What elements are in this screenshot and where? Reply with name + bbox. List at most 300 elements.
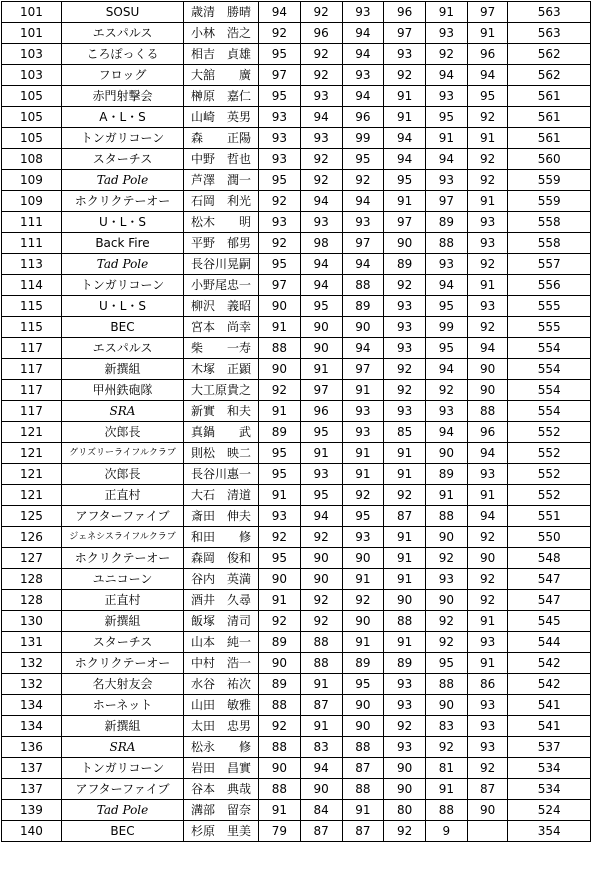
series-2-cell: 84 (300, 800, 342, 821)
series-3-cell: 93 (342, 65, 384, 86)
series-4-cell: 95 (384, 170, 426, 191)
series-6-cell: 91 (467, 653, 508, 674)
series-4-cell: 91 (384, 107, 426, 128)
series-6-cell: 91 (467, 485, 508, 506)
rank-cell: 117 (2, 359, 62, 380)
team-cell: U・L・S (61, 212, 183, 233)
rank-cell: 101 (2, 23, 62, 44)
total-cell: 541 (508, 716, 591, 737)
series-5-cell: 95 (426, 653, 468, 674)
series-3-cell: 91 (342, 800, 384, 821)
name-cell: 則松 映二 (184, 443, 259, 464)
series-6-cell: 88 (467, 401, 508, 422)
rank-cell: 109 (2, 191, 62, 212)
series-4-cell: 92 (384, 275, 426, 296)
series-4-cell: 92 (384, 65, 426, 86)
table-row (2, 170, 591, 191)
series-4-cell: 96 (384, 2, 426, 23)
series-2-cell: 94 (300, 191, 342, 212)
total-cell: 534 (508, 758, 591, 779)
series-4-cell: 91 (384, 86, 426, 107)
series-6-cell: 91 (467, 23, 508, 44)
total-cell: 544 (508, 632, 591, 653)
series-4-cell: 87 (384, 506, 426, 527)
total-cell: 547 (508, 590, 591, 611)
name-cell: 山崎 英男 (184, 107, 259, 128)
series-5-cell: 92 (426, 737, 468, 758)
series-2-cell: 95 (300, 422, 342, 443)
series-4-cell: 93 (384, 674, 426, 695)
rank-cell: 101 (2, 2, 62, 23)
team-cell: エスパルス (61, 338, 183, 359)
series-6-cell: 92 (467, 317, 508, 338)
series-3-cell: 91 (342, 380, 384, 401)
total-cell: 554 (508, 401, 591, 422)
series-3-cell: 90 (342, 548, 384, 569)
series-1-cell: 88 (259, 737, 301, 758)
table-row (2, 485, 591, 506)
series-4-cell: 93 (384, 44, 426, 65)
series-5-cell: 91 (426, 485, 468, 506)
series-5-cell: 9 (426, 821, 468, 842)
rank-cell: 137 (2, 758, 62, 779)
series-3-cell: 94 (342, 338, 384, 359)
series-6-cell: 91 (467, 191, 508, 212)
rank-cell: 125 (2, 506, 62, 527)
series-2-cell: 95 (300, 296, 342, 317)
series-6-cell: 87 (467, 779, 508, 800)
series-6-cell: 91 (467, 128, 508, 149)
table-row (2, 380, 591, 401)
table-row (2, 86, 591, 107)
series-5-cell: 92 (426, 380, 468, 401)
rank-cell: 139 (2, 800, 62, 821)
table-row (2, 149, 591, 170)
series-4-cell: 93 (384, 401, 426, 422)
series-3-cell: 93 (342, 422, 384, 443)
total-cell: 354 (508, 821, 591, 842)
name-cell: 谷内 英満 (184, 569, 259, 590)
series-3-cell: 90 (342, 317, 384, 338)
series-3-cell: 94 (342, 44, 384, 65)
table-row (2, 464, 591, 485)
series-1-cell: 88 (259, 779, 301, 800)
series-2-cell: 93 (300, 212, 342, 233)
series-1-cell: 94 (259, 2, 301, 23)
total-cell: 552 (508, 464, 591, 485)
name-cell: 中野 哲也 (184, 149, 259, 170)
series-1-cell: 93 (259, 107, 301, 128)
series-3-cell: 92 (342, 170, 384, 191)
total-cell: 561 (508, 128, 591, 149)
rank-cell: 105 (2, 107, 62, 128)
series-3-cell: 92 (342, 485, 384, 506)
series-3-cell: 93 (342, 2, 384, 23)
series-4-cell: 91 (384, 443, 426, 464)
series-3-cell: 89 (342, 653, 384, 674)
results-table (1, 1, 591, 842)
name-cell: 新實 和夫 (184, 401, 259, 422)
series-1-cell: 95 (259, 86, 301, 107)
series-2-cell: 92 (300, 590, 342, 611)
total-cell: 561 (508, 107, 591, 128)
name-cell: 大石 清道 (184, 485, 259, 506)
series-1-cell: 93 (259, 212, 301, 233)
series-5-cell: 93 (426, 401, 468, 422)
name-cell: 長谷川晃嗣 (184, 254, 259, 275)
series-2-cell: 94 (300, 254, 342, 275)
series-3-cell: 97 (342, 233, 384, 254)
series-3-cell: 88 (342, 737, 384, 758)
rank-cell: 111 (2, 233, 62, 254)
team-cell: 次郎長 (61, 464, 183, 485)
table-row (2, 632, 591, 653)
rank-cell: 109 (2, 170, 62, 191)
series-3-cell: 97 (342, 359, 384, 380)
series-5-cell: 92 (426, 632, 468, 653)
series-1-cell: 90 (259, 758, 301, 779)
total-cell: 534 (508, 779, 591, 800)
series-4-cell: 90 (384, 233, 426, 254)
series-4-cell: 91 (384, 632, 426, 653)
name-cell: 山田 敏雅 (184, 695, 259, 716)
series-5-cell: 94 (426, 422, 468, 443)
team-cell: フロッグ (61, 65, 183, 86)
team-cell: ホクリクテーオー (61, 191, 183, 212)
series-2-cell: 91 (300, 716, 342, 737)
series-6-cell: 97 (467, 2, 508, 23)
team-cell: ころぽっくる (61, 44, 183, 65)
series-5-cell: 83 (426, 716, 468, 737)
total-cell: 524 (508, 800, 591, 821)
table-row (2, 548, 591, 569)
series-6-cell: 90 (467, 548, 508, 569)
results-body (2, 2, 591, 842)
series-5-cell: 94 (426, 275, 468, 296)
rank-cell: 117 (2, 338, 62, 359)
series-2-cell: 96 (300, 23, 342, 44)
series-2-cell: 96 (300, 401, 342, 422)
series-1-cell: 89 (259, 632, 301, 653)
rank-cell: 121 (2, 464, 62, 485)
total-cell: 555 (508, 317, 591, 338)
series-4-cell: 91 (384, 191, 426, 212)
name-cell: 森岡 俊和 (184, 548, 259, 569)
team-cell: ホーネット (61, 695, 183, 716)
table-row (2, 23, 591, 44)
total-cell: 556 (508, 275, 591, 296)
series-6-cell: 94 (467, 443, 508, 464)
series-1-cell: 95 (259, 44, 301, 65)
series-5-cell: 91 (426, 779, 468, 800)
series-5-cell: 95 (426, 338, 468, 359)
series-5-cell: 90 (426, 695, 468, 716)
total-cell: 559 (508, 170, 591, 191)
table-row (2, 422, 591, 443)
series-1-cell: 92 (259, 611, 301, 632)
name-cell: 杉原 里美 (184, 821, 259, 842)
team-cell: Tad Pole (61, 170, 183, 191)
team-cell: 新撰組 (61, 359, 183, 380)
name-cell: 和田 修 (184, 527, 259, 548)
series-1-cell: 93 (259, 506, 301, 527)
team-cell: A・L・S (61, 107, 183, 128)
series-1-cell: 91 (259, 401, 301, 422)
series-5-cell: 81 (426, 758, 468, 779)
series-2-cell: 95 (300, 485, 342, 506)
series-5-cell: 94 (426, 149, 468, 170)
total-cell: 559 (508, 191, 591, 212)
series-4-cell: 89 (384, 653, 426, 674)
series-6-cell: 92 (467, 590, 508, 611)
series-2-cell: 93 (300, 464, 342, 485)
name-cell: 柴 一寿 (184, 338, 259, 359)
rank-cell: 131 (2, 632, 62, 653)
table-row (2, 359, 591, 380)
series-6-cell: 93 (467, 695, 508, 716)
team-cell: スターチス (61, 149, 183, 170)
rank-cell: 134 (2, 695, 62, 716)
series-1-cell: 93 (259, 149, 301, 170)
table-row (2, 695, 591, 716)
series-3-cell: 90 (342, 716, 384, 737)
series-4-cell: 94 (384, 149, 426, 170)
total-cell: 542 (508, 653, 591, 674)
total-cell: 554 (508, 338, 591, 359)
series-4-cell: 92 (384, 821, 426, 842)
series-5-cell: 95 (426, 296, 468, 317)
rank-cell: 134 (2, 716, 62, 737)
series-3-cell: 91 (342, 443, 384, 464)
series-3-cell: 95 (342, 506, 384, 527)
team-cell: SOSU (61, 2, 183, 23)
rank-cell: 130 (2, 611, 62, 632)
name-cell: 宮本 尚幸 (184, 317, 259, 338)
team-cell: ホクリクテーオー (61, 653, 183, 674)
rank-cell: 121 (2, 485, 62, 506)
series-5-cell: 90 (426, 443, 468, 464)
series-4-cell: 91 (384, 548, 426, 569)
series-1-cell: 79 (259, 821, 301, 842)
series-2-cell: 90 (300, 317, 342, 338)
name-cell: 長谷川惠一 (184, 464, 259, 485)
table-row (2, 233, 591, 254)
series-6-cell: 93 (467, 737, 508, 758)
rank-cell: 117 (2, 401, 62, 422)
team-cell: アフターファイブ (61, 779, 183, 800)
total-cell: 558 (508, 212, 591, 233)
total-cell: 547 (508, 569, 591, 590)
total-cell: 554 (508, 359, 591, 380)
series-6-cell: 92 (467, 170, 508, 191)
team-cell: グリズリーライフルクラブ (61, 443, 183, 464)
name-cell: 真鍋 武 (184, 422, 259, 443)
series-4-cell: 88 (384, 611, 426, 632)
series-4-cell: 93 (384, 737, 426, 758)
series-3-cell: 95 (342, 674, 384, 695)
table-row (2, 611, 591, 632)
name-cell: 相吉 貞雄 (184, 44, 259, 65)
total-cell: 557 (508, 254, 591, 275)
name-cell: 谷本 典哉 (184, 779, 259, 800)
table-row (2, 191, 591, 212)
rank-cell: 103 (2, 65, 62, 86)
series-1-cell: 91 (259, 800, 301, 821)
series-2-cell: 94 (300, 758, 342, 779)
total-cell: 552 (508, 422, 591, 443)
series-5-cell: 88 (426, 800, 468, 821)
series-5-cell: 93 (426, 23, 468, 44)
series-1-cell: 92 (259, 191, 301, 212)
series-5-cell: 92 (426, 44, 468, 65)
name-cell: 平野 郁男 (184, 233, 259, 254)
series-2-cell: 90 (300, 338, 342, 359)
series-1-cell: 95 (259, 170, 301, 191)
series-6-cell: 94 (467, 506, 508, 527)
series-3-cell: 95 (342, 149, 384, 170)
series-5-cell: 89 (426, 212, 468, 233)
series-1-cell: 90 (259, 653, 301, 674)
table-row (2, 254, 591, 275)
team-cell: 正直村 (61, 485, 183, 506)
rank-cell: 113 (2, 254, 62, 275)
table-row (2, 737, 591, 758)
series-2-cell: 90 (300, 548, 342, 569)
series-2-cell: 87 (300, 821, 342, 842)
team-cell: 新撰組 (61, 611, 183, 632)
total-cell: 541 (508, 695, 591, 716)
team-cell: トンガリコーン (61, 758, 183, 779)
series-3-cell: 91 (342, 464, 384, 485)
rank-cell: 117 (2, 380, 62, 401)
name-cell: 柳沢 義昭 (184, 296, 259, 317)
total-cell: 551 (508, 506, 591, 527)
series-5-cell: 95 (426, 107, 468, 128)
total-cell: 542 (508, 674, 591, 695)
table-row (2, 758, 591, 779)
total-cell: 552 (508, 443, 591, 464)
series-2-cell: 88 (300, 653, 342, 674)
series-6-cell: 92 (467, 149, 508, 170)
series-4-cell: 90 (384, 779, 426, 800)
series-1-cell: 90 (259, 359, 301, 380)
table-row (2, 65, 591, 86)
table-row (2, 716, 591, 737)
series-2-cell: 94 (300, 107, 342, 128)
rank-cell: 137 (2, 779, 62, 800)
team-cell: 新撰組 (61, 716, 183, 737)
series-4-cell: 93 (384, 338, 426, 359)
name-cell: 山本 純一 (184, 632, 259, 653)
series-6-cell: 92 (467, 107, 508, 128)
name-cell: 太田 忠男 (184, 716, 259, 737)
table-row (2, 44, 591, 65)
name-cell: 小林 浩之 (184, 23, 259, 44)
rank-cell: 121 (2, 422, 62, 443)
total-cell: 552 (508, 485, 591, 506)
series-4-cell: 91 (384, 464, 426, 485)
series-3-cell: 87 (342, 758, 384, 779)
series-5-cell: 94 (426, 359, 468, 380)
team-cell: BEC (61, 821, 183, 842)
total-cell: 537 (508, 737, 591, 758)
series-4-cell: 91 (384, 569, 426, 590)
total-cell: 563 (508, 23, 591, 44)
series-6-cell: 92 (467, 254, 508, 275)
series-2-cell: 92 (300, 44, 342, 65)
name-cell: 大舘 廣 (184, 65, 259, 86)
total-cell: 560 (508, 149, 591, 170)
team-cell: エスパルス (61, 23, 183, 44)
table-row (2, 317, 591, 338)
total-cell: 555 (508, 296, 591, 317)
series-6-cell: 90 (467, 380, 508, 401)
series-3-cell: 92 (342, 590, 384, 611)
series-3-cell: 87 (342, 821, 384, 842)
series-4-cell: 94 (384, 128, 426, 149)
series-1-cell: 92 (259, 233, 301, 254)
series-6-cell (467, 821, 508, 842)
series-5-cell: 93 (426, 86, 468, 107)
rank-cell: 132 (2, 674, 62, 695)
series-5-cell: 90 (426, 590, 468, 611)
series-3-cell: 96 (342, 107, 384, 128)
series-4-cell: 89 (384, 254, 426, 275)
name-cell: 石岡 利光 (184, 191, 259, 212)
table-row (2, 401, 591, 422)
series-1-cell: 97 (259, 65, 301, 86)
series-2-cell: 92 (300, 65, 342, 86)
rank-cell: 115 (2, 317, 62, 338)
team-cell: ジェネシスライフルクラブ (61, 527, 183, 548)
team-cell: SRA (61, 737, 183, 758)
series-2-cell: 90 (300, 779, 342, 800)
series-3-cell: 89 (342, 296, 384, 317)
team-cell: BEC (61, 317, 183, 338)
team-cell: トンガリコーン (61, 128, 183, 149)
rank-cell: 105 (2, 86, 62, 107)
series-5-cell: 94 (426, 65, 468, 86)
team-cell: Tad Pole (61, 800, 183, 821)
table-row (2, 128, 591, 149)
series-1-cell: 92 (259, 380, 301, 401)
series-1-cell: 90 (259, 296, 301, 317)
total-cell: 562 (508, 44, 591, 65)
series-6-cell: 92 (467, 569, 508, 590)
series-3-cell: 88 (342, 779, 384, 800)
series-3-cell: 90 (342, 695, 384, 716)
series-4-cell: 90 (384, 590, 426, 611)
series-3-cell: 88 (342, 275, 384, 296)
name-cell: 斎田 伸夫 (184, 506, 259, 527)
rank-cell: 103 (2, 44, 62, 65)
series-4-cell: 92 (384, 716, 426, 737)
rank-cell: 114 (2, 275, 62, 296)
series-1-cell: 92 (259, 716, 301, 737)
rank-cell: 128 (2, 590, 62, 611)
team-cell: 赤門射撃会 (61, 86, 183, 107)
rank-cell: 105 (2, 128, 62, 149)
series-1-cell: 89 (259, 674, 301, 695)
name-cell: 小野尾忠一 (184, 275, 259, 296)
team-cell: 名大射友会 (61, 674, 183, 695)
table-row (2, 2, 591, 23)
series-2-cell: 93 (300, 128, 342, 149)
rank-cell: 121 (2, 443, 62, 464)
series-6-cell: 93 (467, 464, 508, 485)
series-2-cell: 90 (300, 569, 342, 590)
rank-cell: 126 (2, 527, 62, 548)
